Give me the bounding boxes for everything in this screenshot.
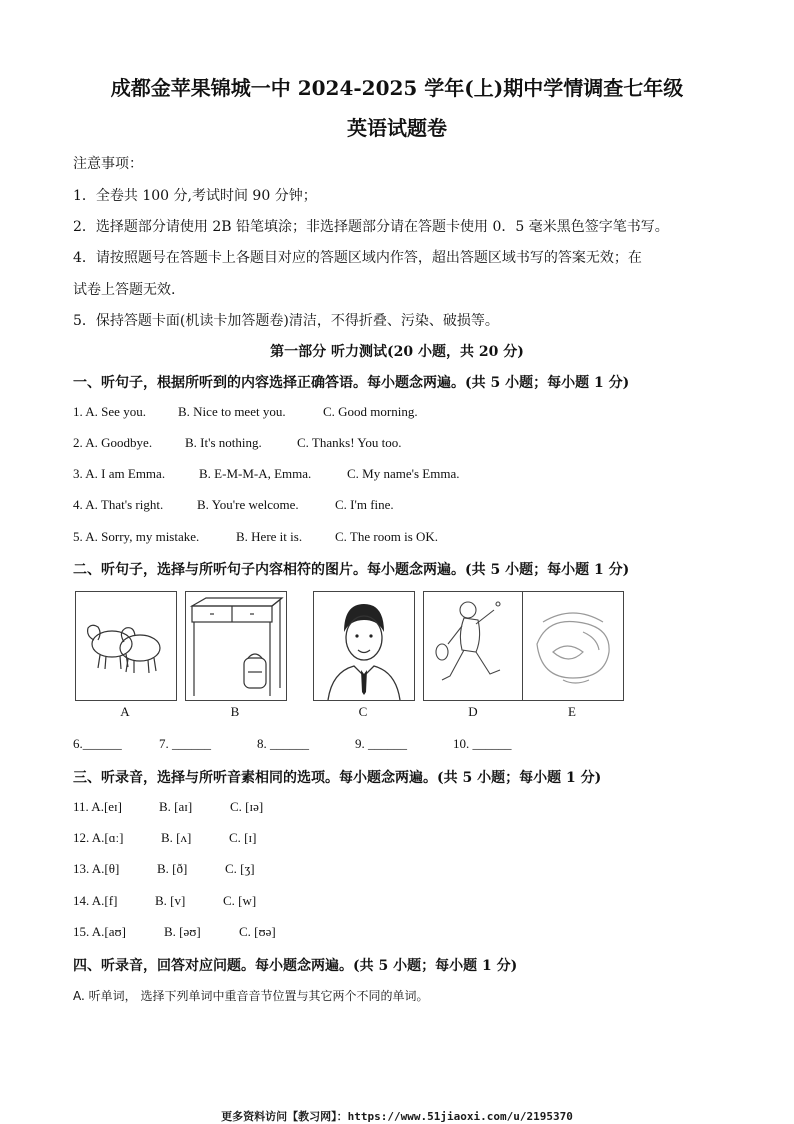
option: B. [v] [155,893,186,908]
option: 3. A. I am Emma. [73,466,166,481]
question-row [73,497,394,513]
note-item: 1．全卷共 100 分,考试时间 90 分钟； [73,188,317,204]
blank-10[interactable]: 10. ______ [453,736,512,751]
option: C. Good morning. [323,404,418,419]
cap-icon [523,592,623,700]
blank-9[interactable]: 9. ______ [355,736,407,751]
sheep-icon [76,592,176,700]
option: 12. A.[ɑː] [73,830,124,845]
picture-d [423,591,525,701]
question-row [73,830,256,846]
option: B. [əʊ] [164,924,201,939]
exam-subtitle: 英语试题卷 [347,116,447,140]
section2-heading: 二、听句子，选择与所听句子内容相符的图片。每小题念两遍。(共 5 小题；每小题 1 分) [73,562,630,578]
option: B. E-M-M-A, Emma. [199,466,312,481]
section4-instruction: A. 听单词， 选择下列单词中重音音节位置与其它两个不同的单词。 [73,989,429,1003]
option: C. The room is OK. [335,529,439,544]
option: C. [w] [223,893,257,908]
blank-6[interactable]: 6.______ [73,736,122,751]
man-icon [314,592,414,700]
picture-label: A [120,704,130,719]
note-item: 5．保持答题卡面(机读卡加答题卷)清洁，不得折叠、污染、破损等。 [73,313,499,329]
picture-b [185,591,287,701]
option: C. [ʊə] [239,924,276,939]
picture-a [75,591,177,701]
notes-heading: 注意事项： [73,156,143,172]
exam-title: 成都金苹果锦城一中 2024-2025 学年(上)期中学情调查七年级 [110,76,684,100]
picture-options [75,591,625,723]
picture-e [522,591,624,701]
note-item: 2．选择题部分请使用 2B 铅笔填涂；非选择题部分请在答题卡使用 0．5 毫米黑色签字笔书写。 [73,219,669,235]
option: 14. A.[f] [73,893,118,908]
section4-heading: 四、听录音，回答对应问题。每小题念两遍。(共 5 小题；每小题 1 分) [73,958,518,974]
blank-7[interactable]: 7. ______ [159,736,211,751]
option: C. My name's Emma. [347,466,460,481]
picture-label: E [568,704,576,719]
picture-label: C [358,704,368,719]
part1-heading: 第一部分 听力测试(20 小题，共 20 分) [270,344,524,360]
option: 2. A. Goodbye. [73,435,153,450]
option: B. Nice to meet you. [178,404,286,419]
question-row [73,529,438,545]
picture-label: D [468,704,478,719]
question-row [73,435,402,451]
option: C. I'm fine. [335,497,394,512]
option: B. [ʌ] [161,830,192,845]
option: B. You're welcome. [197,497,299,512]
note-item: 4．请按照题号在答题卡上各题目对应的答题区域内作答，超出答题区域书写的答案无效；在 [73,250,642,266]
option: B. Here it is. [236,529,303,544]
option: C. Thanks! You too. [297,435,402,450]
section1-heading: 一、听句子，根据所听到的内容选择正确答语。每小题念两遍。(共 5 小题；每小题 1 分) [73,375,630,391]
question-row [73,404,418,420]
footer-link[interactable]: 更多资料访问【教习网】：https://www.51jiaoxi.com/u/2195370 [221,1110,573,1123]
option: B. [aɪ] [159,799,193,814]
option: C. [ɪə] [230,799,264,814]
option: C. [ʒ] [225,861,255,876]
option: B. It's nothing. [185,435,262,450]
option: 1. A. See you. [73,404,146,419]
note-item: 试卷上答题无效. [73,282,176,298]
question-row [73,466,459,482]
picture-label: B [230,704,240,719]
option: 15. A.[aʊ] [73,924,126,939]
blank-8[interactable]: 8. ______ [257,736,309,751]
answer-blanks [73,736,512,752]
option: 4. A. That's right. [73,497,164,512]
option: 5. A. Sorry, my mistake. [73,529,200,544]
question-row [73,861,255,877]
question-row [73,893,256,909]
option: C. [ɪ] [229,830,257,845]
question-row [73,799,263,815]
tennis-player-icon [424,592,524,700]
desk-icon [186,592,286,700]
option: 13. A.[θ] [73,861,120,876]
option: 11. A.[eɪ] [73,799,122,814]
picture-c [313,591,415,701]
question-row [73,924,276,940]
section3-heading: 三、听录音，选择与所听音素相同的选项。每小题念两遍。(共 5 小题；每小题 1 分) [73,770,602,786]
option: B. [ð] [157,861,188,876]
